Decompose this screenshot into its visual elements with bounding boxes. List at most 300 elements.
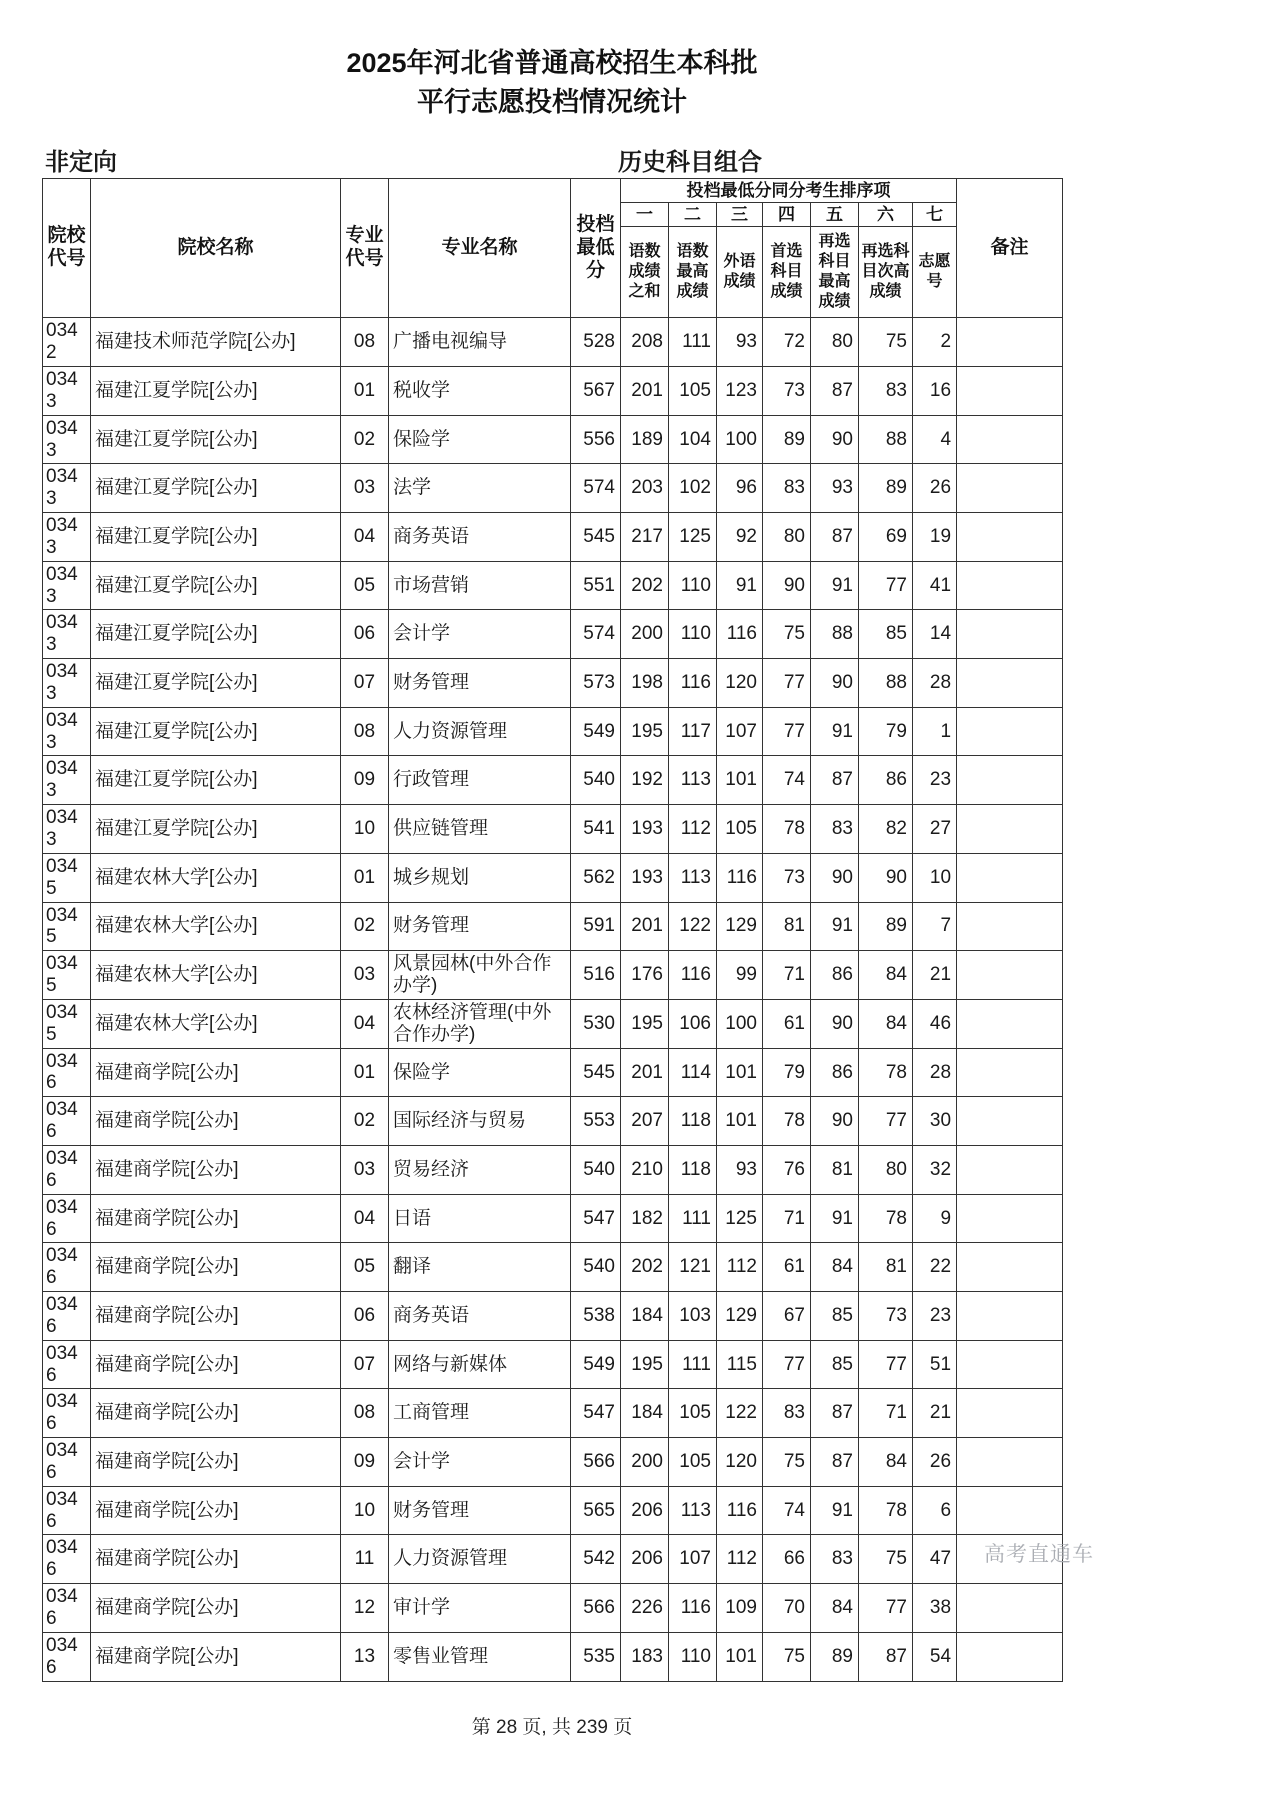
rank-1-cell: 210 [621, 1145, 669, 1194]
rank-1-cell: 198 [621, 659, 669, 708]
rank-2-cell: 110 [669, 610, 717, 659]
rank-2-cell: 122 [669, 902, 717, 951]
rank-5-cell: 83 [811, 1535, 859, 1584]
rank-2-cell: 113 [669, 1486, 717, 1535]
rank-1-cell: 183 [621, 1632, 669, 1681]
rank-5-cell: 86 [811, 1048, 859, 1097]
rank-3-cell: 116 [717, 853, 763, 902]
rank-1-cell: 193 [621, 853, 669, 902]
college-code-cell: 0343 [43, 707, 91, 756]
rank-5-cell: 84 [811, 1584, 859, 1633]
document-page [42, 0, 1062, 1739]
remark-cell [957, 1389, 1063, 1438]
rank-6-cell: 80 [859, 1145, 913, 1194]
table-row [43, 1048, 1063, 1097]
title-line-1: 2025年河北省普通高校招生本科批 [346, 48, 758, 78]
remark-cell [957, 1438, 1063, 1487]
rank-4-cell: 66 [763, 1535, 811, 1584]
table-row [43, 561, 1063, 610]
college-code-cell: 0342 [43, 318, 91, 367]
college-code-cell: 0343 [43, 659, 91, 708]
college-code-cell: 0343 [43, 756, 91, 805]
min-score-cell: 547 [571, 1389, 621, 1438]
rank-4-cell: 74 [763, 756, 811, 805]
college-name-cell: 福建农林大学[公办] [91, 999, 341, 1048]
header-rank-label-3: 外语成绩 [717, 227, 763, 318]
rank-7-cell: 41 [913, 561, 957, 610]
college-code-cell: 0343 [43, 415, 91, 464]
major-name-cell: 税收学 [389, 366, 571, 415]
remark-cell [957, 561, 1063, 610]
major-code-cell: 08 [341, 1389, 389, 1438]
rank-4-cell: 77 [763, 659, 811, 708]
rank-5-cell: 91 [811, 1194, 859, 1243]
major-code-cell: 03 [341, 464, 389, 513]
rank-1-cell: 203 [621, 464, 669, 513]
min-score-cell: 562 [571, 853, 621, 902]
college-name-cell: 福建农林大学[公办] [91, 853, 341, 902]
rank-2-cell: 116 [669, 951, 717, 1000]
college-name-cell: 福建江夏学院[公办] [91, 659, 341, 708]
rank-4-cell: 74 [763, 1486, 811, 1535]
remark-cell [957, 1243, 1063, 1292]
college-code-cell: 0345 [43, 853, 91, 902]
min-score-cell: 535 [571, 1632, 621, 1681]
college-name-cell: 福建商学院[公办] [91, 1340, 341, 1389]
table-row [43, 366, 1063, 415]
rank-6-cell: 75 [859, 1535, 913, 1584]
table-row [43, 1584, 1063, 1633]
major-code-cell: 06 [341, 610, 389, 659]
rank-6-cell: 77 [859, 561, 913, 610]
major-name-cell: 人力资源管理 [389, 1535, 571, 1584]
rank-5-cell: 85 [811, 1292, 859, 1341]
college-name-cell: 福建商学院[公办] [91, 1486, 341, 1535]
rank-6-cell: 86 [859, 756, 913, 805]
rank-6-cell: 84 [859, 951, 913, 1000]
remark-cell [957, 610, 1063, 659]
header-remark: 备注 [957, 179, 1063, 318]
rank-6-cell: 83 [859, 366, 913, 415]
college-name-cell: 福建商学院[公办] [91, 1389, 341, 1438]
remark-cell [957, 1486, 1063, 1535]
rank-7-cell: 23 [913, 756, 957, 805]
rank-1-cell: 202 [621, 1243, 669, 1292]
rank-1-cell: 206 [621, 1486, 669, 1535]
major-code-cell: 13 [341, 1632, 389, 1681]
rank-1-cell: 207 [621, 1097, 669, 1146]
rank-1-cell: 195 [621, 1340, 669, 1389]
rank-2-cell: 113 [669, 756, 717, 805]
major-name-cell: 供应链管理 [389, 805, 571, 854]
college-code-cell: 0346 [43, 1194, 91, 1243]
header-rank-label-4: 首选科目成绩 [763, 227, 811, 318]
table-row [43, 1438, 1063, 1487]
college-code-cell: 0346 [43, 1243, 91, 1292]
rank-1-cell: 189 [621, 415, 669, 464]
min-score-cell: 547 [571, 1194, 621, 1243]
remark-cell [957, 318, 1063, 367]
min-score-cell: 545 [571, 1048, 621, 1097]
college-code-cell: 0343 [43, 464, 91, 513]
rank-7-cell: 21 [913, 951, 957, 1000]
table-row [43, 707, 1063, 756]
rank-1-cell: 206 [621, 1535, 669, 1584]
remark-cell [957, 1145, 1063, 1194]
table-row [43, 1097, 1063, 1146]
major-code-cell: 04 [341, 513, 389, 562]
rank-5-cell: 90 [811, 853, 859, 902]
remark-cell [957, 999, 1063, 1048]
rank-2-cell: 102 [669, 464, 717, 513]
rank-4-cell: 77 [763, 707, 811, 756]
remark-cell [957, 415, 1063, 464]
major-name-cell: 审计学 [389, 1584, 571, 1633]
rank-3-cell: 116 [717, 1486, 763, 1535]
college-name-cell: 福建江夏学院[公办] [91, 805, 341, 854]
rank-7-cell: 26 [913, 464, 957, 513]
table-header [43, 179, 1063, 318]
rank-3-cell: 107 [717, 707, 763, 756]
rank-2-cell: 118 [669, 1145, 717, 1194]
header-rank-label-6: 再选科目次高成绩 [859, 227, 913, 318]
rank-7-cell: 21 [913, 1389, 957, 1438]
header-rank-label-5: 再选科目最高成绩 [811, 227, 859, 318]
min-score-cell: 530 [571, 999, 621, 1048]
rank-7-cell: 2 [913, 318, 957, 367]
rank-6-cell: 71 [859, 1389, 913, 1438]
rank-3-cell: 120 [717, 659, 763, 708]
min-score-cell: 567 [571, 366, 621, 415]
rank-7-cell: 4 [913, 415, 957, 464]
rank-7-cell: 27 [913, 805, 957, 854]
rank-5-cell: 90 [811, 659, 859, 708]
rank-4-cell: 72 [763, 318, 811, 367]
min-score-cell: 541 [571, 805, 621, 854]
rank-2-cell: 114 [669, 1048, 717, 1097]
college-code-cell: 0345 [43, 999, 91, 1048]
table-row [43, 1535, 1063, 1584]
min-score-cell: 549 [571, 707, 621, 756]
major-name-cell: 财务管理 [389, 659, 571, 708]
college-name-cell: 福建商学院[公办] [91, 1243, 341, 1292]
rank-2-cell: 107 [669, 1535, 717, 1584]
table-row [43, 464, 1063, 513]
college-name-cell: 福建江夏学院[公办] [91, 707, 341, 756]
rank-2-cell: 110 [669, 1632, 717, 1681]
rank-5-cell: 87 [811, 1389, 859, 1438]
min-score-cell: 565 [571, 1486, 621, 1535]
remark-cell [957, 1340, 1063, 1389]
min-score-cell: 540 [571, 1145, 621, 1194]
major-code-cell: 05 [341, 561, 389, 610]
college-code-cell: 0346 [43, 1632, 91, 1681]
rank-1-cell: 176 [621, 951, 669, 1000]
rank-6-cell: 89 [859, 464, 913, 513]
college-name-cell: 福建商学院[公办] [91, 1145, 341, 1194]
rank-6-cell: 89 [859, 902, 913, 951]
rank-6-cell: 81 [859, 1243, 913, 1292]
rank-7-cell: 47 [913, 1535, 957, 1584]
remark-cell [957, 659, 1063, 708]
table-row [43, 805, 1063, 854]
rank-7-cell: 28 [913, 659, 957, 708]
rank-4-cell: 73 [763, 853, 811, 902]
header-rank-group: 投档最低分同分考生排序项 [621, 179, 957, 203]
rank-1-cell: 195 [621, 707, 669, 756]
college-code-cell: 0346 [43, 1048, 91, 1097]
rank-2-cell: 103 [669, 1292, 717, 1341]
rank-7-cell: 51 [913, 1340, 957, 1389]
college-code-cell: 0343 [43, 366, 91, 415]
major-code-cell: 10 [341, 805, 389, 854]
table-row [43, 1243, 1063, 1292]
min-score-cell: 542 [571, 1535, 621, 1584]
college-code-cell: 0346 [43, 1584, 91, 1633]
major-code-cell: 03 [341, 1145, 389, 1194]
min-score-cell: 566 [571, 1438, 621, 1487]
header-rank-col-3: 三 [717, 203, 763, 227]
major-name-cell: 广播电视编导 [389, 318, 571, 367]
table-row [43, 659, 1063, 708]
rank-7-cell: 1 [913, 707, 957, 756]
rank-4-cell: 67 [763, 1292, 811, 1341]
rank-2-cell: 121 [669, 1243, 717, 1292]
major-name-cell: 贸易经济 [389, 1145, 571, 1194]
major-code-cell: 05 [341, 1243, 389, 1292]
major-code-cell: 09 [341, 1438, 389, 1487]
major-name-cell: 保险学 [389, 1048, 571, 1097]
rank-6-cell: 85 [859, 610, 913, 659]
major-code-cell: 07 [341, 1340, 389, 1389]
rank-2-cell: 105 [669, 366, 717, 415]
table-row [43, 1340, 1063, 1389]
min-score-cell: 574 [571, 464, 621, 513]
label-nondirectional: 非定向 [45, 149, 117, 177]
remark-cell [957, 853, 1063, 902]
rank-5-cell: 83 [811, 805, 859, 854]
min-score-cell: 553 [571, 1097, 621, 1146]
rank-1-cell: 195 [621, 999, 669, 1048]
rank-4-cell: 71 [763, 1194, 811, 1243]
min-score-cell: 551 [571, 561, 621, 610]
major-code-cell: 02 [341, 902, 389, 951]
major-code-cell: 01 [341, 366, 389, 415]
min-score-cell: 538 [571, 1292, 621, 1341]
major-name-cell: 网络与新媒体 [389, 1340, 571, 1389]
rank-3-cell: 112 [717, 1535, 763, 1584]
rank-2-cell: 125 [669, 513, 717, 562]
rank-7-cell: 19 [913, 513, 957, 562]
major-name-cell: 市场营销 [389, 561, 571, 610]
college-code-cell: 0346 [43, 1438, 91, 1487]
min-score-cell: 556 [571, 415, 621, 464]
college-name-cell: 福建农林大学[公办] [91, 951, 341, 1000]
rank-7-cell: 32 [913, 1145, 957, 1194]
rank-6-cell: 88 [859, 659, 913, 708]
rank-5-cell: 87 [811, 366, 859, 415]
college-name-cell: 福建农林大学[公办] [91, 902, 341, 951]
rank-3-cell: 120 [717, 1438, 763, 1487]
rank-7-cell: 10 [913, 853, 957, 902]
rank-1-cell: 184 [621, 1292, 669, 1341]
rank-7-cell: 16 [913, 366, 957, 415]
major-name-cell: 城乡规划 [389, 853, 571, 902]
header-rank-col-6: 六 [859, 203, 913, 227]
rank-6-cell: 87 [859, 1632, 913, 1681]
rank-1-cell: 184 [621, 1389, 669, 1438]
rank-5-cell: 89 [811, 1632, 859, 1681]
remark-cell [957, 951, 1063, 1000]
college-code-cell: 0343 [43, 561, 91, 610]
major-name-cell: 会计学 [389, 610, 571, 659]
rank-7-cell: 38 [913, 1584, 957, 1633]
rank-3-cell: 129 [717, 902, 763, 951]
header-min-score: 投档最低分 [571, 179, 621, 318]
rank-4-cell: 80 [763, 513, 811, 562]
rank-2-cell: 116 [669, 659, 717, 708]
rank-1-cell: 202 [621, 561, 669, 610]
rank-2-cell: 104 [669, 415, 717, 464]
major-code-cell: 02 [341, 1097, 389, 1146]
rank-4-cell: 70 [763, 1584, 811, 1633]
min-score-cell: 540 [571, 1243, 621, 1292]
rank-6-cell: 69 [859, 513, 913, 562]
rank-4-cell: 75 [763, 1438, 811, 1487]
rank-6-cell: 82 [859, 805, 913, 854]
major-code-cell: 09 [341, 756, 389, 805]
major-name-cell: 财务管理 [389, 1486, 571, 1535]
major-code-cell: 04 [341, 999, 389, 1048]
table-row [43, 610, 1063, 659]
remark-cell [957, 513, 1063, 562]
table-row [43, 999, 1063, 1048]
rank-7-cell: 9 [913, 1194, 957, 1243]
header-college-name: 院校名称 [91, 179, 341, 318]
rank-6-cell: 88 [859, 415, 913, 464]
min-score-cell: 528 [571, 318, 621, 367]
rank-5-cell: 91 [811, 1486, 859, 1535]
rank-1-cell: 193 [621, 805, 669, 854]
college-code-cell: 0343 [43, 513, 91, 562]
rank-5-cell: 84 [811, 1243, 859, 1292]
remark-cell [957, 707, 1063, 756]
rank-1-cell: 192 [621, 756, 669, 805]
table-row [43, 1292, 1063, 1341]
college-name-cell: 福建商学院[公办] [91, 1632, 341, 1681]
header-rank-col-1: 一 [621, 203, 669, 227]
min-score-cell: 591 [571, 902, 621, 951]
rank-6-cell: 77 [859, 1340, 913, 1389]
college-name-cell: 福建江夏学院[公办] [91, 610, 341, 659]
major-name-cell: 翻译 [389, 1243, 571, 1292]
rank-2-cell: 105 [669, 1389, 717, 1438]
remark-cell [957, 1584, 1063, 1633]
table-row [43, 318, 1063, 367]
rank-3-cell: 100 [717, 999, 763, 1048]
rank-3-cell: 115 [717, 1340, 763, 1389]
rank-2-cell: 112 [669, 805, 717, 854]
rank-3-cell: 100 [717, 415, 763, 464]
rank-5-cell: 81 [811, 1145, 859, 1194]
major-code-cell: 12 [341, 1584, 389, 1633]
rank-4-cell: 75 [763, 1632, 811, 1681]
remark-cell [957, 756, 1063, 805]
rank-5-cell: 90 [811, 415, 859, 464]
rank-7-cell: 28 [913, 1048, 957, 1097]
table-row [43, 1632, 1063, 1681]
header-rank-col-5: 五 [811, 203, 859, 227]
major-code-cell: 03 [341, 951, 389, 1000]
header-college-code: 院校代号 [43, 179, 91, 318]
rank-4-cell: 81 [763, 902, 811, 951]
rank-4-cell: 83 [763, 464, 811, 513]
rank-5-cell: 87 [811, 756, 859, 805]
header-major-code: 专业代号 [341, 179, 389, 318]
table-row [43, 902, 1063, 951]
major-name-cell: 商务英语 [389, 1292, 571, 1341]
major-code-cell: 06 [341, 1292, 389, 1341]
college-name-cell: 福建江夏学院[公办] [91, 561, 341, 610]
header-rank-label-2: 语数最高成绩 [669, 227, 717, 318]
rank-5-cell: 87 [811, 513, 859, 562]
major-code-cell: 10 [341, 1486, 389, 1535]
rank-6-cell: 90 [859, 853, 913, 902]
rank-4-cell: 78 [763, 1097, 811, 1146]
rank-4-cell: 76 [763, 1145, 811, 1194]
college-name-cell: 福建商学院[公办] [91, 1097, 341, 1146]
college-name-cell: 福建江夏学院[公办] [91, 415, 341, 464]
rank-3-cell: 101 [717, 1048, 763, 1097]
rank-7-cell: 7 [913, 902, 957, 951]
rank-2-cell: 106 [669, 999, 717, 1048]
rank-1-cell: 217 [621, 513, 669, 562]
rank-5-cell: 90 [811, 1097, 859, 1146]
remark-cell [957, 366, 1063, 415]
rank-3-cell: 116 [717, 610, 763, 659]
rank-7-cell: 14 [913, 610, 957, 659]
major-name-cell: 行政管理 [389, 756, 571, 805]
major-code-cell: 08 [341, 707, 389, 756]
college-name-cell: 福建江夏学院[公办] [91, 756, 341, 805]
min-score-cell: 516 [571, 951, 621, 1000]
college-name-cell: 福建商学院[公办] [91, 1584, 341, 1633]
rank-3-cell: 96 [717, 464, 763, 513]
college-code-cell: 0346 [43, 1389, 91, 1438]
table-row [43, 951, 1063, 1000]
major-name-cell: 商务英语 [389, 513, 571, 562]
rank-5-cell: 87 [811, 1438, 859, 1487]
college-code-cell: 0345 [43, 902, 91, 951]
major-name-cell: 农林经济管理(中外合作办学) [389, 999, 571, 1048]
major-name-cell: 工商管理 [389, 1389, 571, 1438]
rank-3-cell: 129 [717, 1292, 763, 1341]
label-subject-combination: 历史科目组合 [618, 149, 762, 177]
college-code-cell: 0346 [43, 1097, 91, 1146]
rank-2-cell: 113 [669, 853, 717, 902]
rank-5-cell: 91 [811, 707, 859, 756]
rank-3-cell: 101 [717, 1632, 763, 1681]
rank-4-cell: 83 [763, 1389, 811, 1438]
rank-4-cell: 77 [763, 1340, 811, 1389]
major-code-cell: 04 [341, 1194, 389, 1243]
header-rank-label-7: 志愿号 [913, 227, 957, 318]
college-code-cell: 0346 [43, 1292, 91, 1341]
header-rank-col-4: 四 [763, 203, 811, 227]
major-name-cell: 零售业管理 [389, 1632, 571, 1681]
rank-4-cell: 75 [763, 610, 811, 659]
table-row [43, 1389, 1063, 1438]
